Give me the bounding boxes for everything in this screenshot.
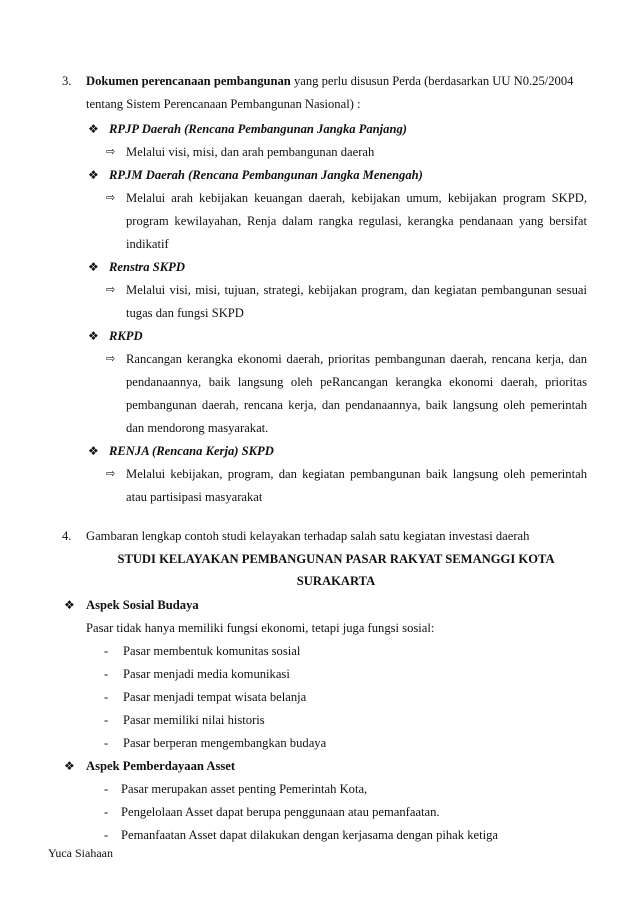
item4-text: Gambaran lengkap contoh studi kelayakan terhadap salah satu kegiatan investasi daerah: [86, 529, 530, 543]
doc-title-renstra: Renstra SKPD: [109, 260, 185, 274]
list-item: Pasar berperan mengembangkan budaya: [123, 736, 327, 750]
doc-title-rkpd: RKPD: [109, 329, 143, 343]
dash-bullet: -: [104, 644, 109, 658]
dash-bullet: -: [104, 667, 109, 681]
study-heading-line1: STUDI KELAYAKAN PEMBANGUNAN PASAR RAKYAT SEMANGGI KOTA: [117, 552, 555, 566]
study-heading-line2: SURAKARTA: [296, 574, 376, 588]
dash-bullet: -: [104, 828, 109, 842]
doc-line: Melalui visi, misi, tujuan, strategi, kebijakan program, dan kegiatan pembangunan sesuai: [126, 283, 587, 297]
arrow-bullet-icon: ⇨: [106, 352, 116, 365]
item4-number: 4.: [62, 529, 72, 543]
diamond-bullet-icon: ❖: [88, 329, 99, 343]
doc-line: pembangunan daerah, rencana kerja, dan pendanaannya, baik langsung oleh pemerintah: [126, 398, 587, 412]
doc-line: Rancangan kerangka ekonomi daerah, prioritas pembangunan daerah, rencana kerja, dan: [126, 352, 587, 366]
doc-title-rpjp: RPJP Daerah (Rencana Pembangunan Jangka Panjang): [109, 122, 407, 136]
doc-line: dan mendorong masyarakat.: [126, 421, 269, 435]
doc-line: Melalui kebijakan, program, dan kegiatan pembangunan baik langsung oleh pemerintah: [126, 467, 587, 481]
item3-lead-rest: yang perlu disusun Perda (berdasarkan UU N0.25/2004: [290, 74, 574, 88]
diamond-bullet-icon: ❖: [88, 168, 99, 182]
list-item: Pasar merupakan asset penting Pemerintah Kota,: [121, 782, 368, 796]
item3-line2: tentang Sistem Perencanaan Pembangunan Nasional) :: [86, 97, 361, 111]
diamond-bullet-icon: ❖: [64, 598, 75, 612]
diamond-bullet-icon: ❖: [64, 759, 75, 773]
diamond-bullet-icon: ❖: [88, 260, 99, 274]
arrow-bullet-icon: ⇨: [106, 283, 116, 296]
doc-line: tugas dan fungsi SKPD: [126, 306, 244, 320]
aspek-sosial-intro: Pasar tidak hanya memiliki fungsi ekonomi, tetapi juga fungsi sosial:: [86, 621, 435, 635]
list-item: Pasar menjadi tempat wisata belanja: [123, 690, 307, 704]
aspek-sosial-title: Aspek Sosial Budaya: [86, 598, 199, 612]
diamond-bullet-icon: ❖: [88, 444, 99, 458]
dash-bullet: -: [104, 713, 109, 727]
doc-title-renja: RENJA (Rencana Kerja) SKPD: [109, 444, 274, 458]
list-item: Pengelolaan Asset dapat berupa penggunaan atau pemanfaatan.: [121, 805, 440, 819]
footer-author: Yuca Siahaan: [48, 846, 113, 860]
doc-line: atau partisipasi masyarakat: [126, 490, 263, 504]
aspek-asset-title: Aspek Pemberdayaan Asset: [86, 759, 236, 773]
doc-line: program kewilayahan, Renja dalam rangka regulasi, kerangka pendanaan yang bersifat: [126, 214, 587, 228]
doc-line: pendanaannya, baik langsung oleh peRancangan kerangka ekonomi daerah, prioritas: [126, 375, 587, 389]
arrow-bullet-icon: ⇨: [106, 191, 116, 204]
dash-bullet: -: [104, 690, 109, 704]
list-item: Pasar membentuk komunitas sosial: [123, 644, 301, 658]
list-item: Pasar menjadi media komunikasi: [123, 667, 290, 681]
dash-bullet: -: [104, 736, 109, 750]
item3-line1: [86, 73, 573, 89]
list-item: Pemanfaatan Asset dapat dilakukan dengan kerjasama dengan pihak ketiga: [121, 828, 498, 842]
doc-line: Melalui visi, misi, dan arah pembangunan daerah: [126, 145, 375, 159]
arrow-bullet-icon: ⇨: [106, 145, 116, 158]
item3-lead-bold: Dokumen perencanaan pembangunan: [86, 74, 291, 88]
dash-bullet: -: [104, 805, 109, 819]
diamond-bullet-icon: ❖: [88, 122, 99, 136]
doc-title-rpjm: RPJM Daerah (Rencana Pembangunan Jangka Menengah): [109, 168, 423, 182]
doc-line: Melalui arah kebijakan keuangan daerah, kebijakan umum, kebijakan program SKPD,: [126, 191, 587, 205]
dash-bullet: -: [104, 782, 109, 796]
doc-line: indikatif: [126, 237, 169, 251]
item3-number: 3.: [62, 74, 72, 88]
arrow-bullet-icon: ⇨: [106, 467, 116, 480]
list-item: Pasar memiliki nilai historis: [123, 713, 265, 727]
